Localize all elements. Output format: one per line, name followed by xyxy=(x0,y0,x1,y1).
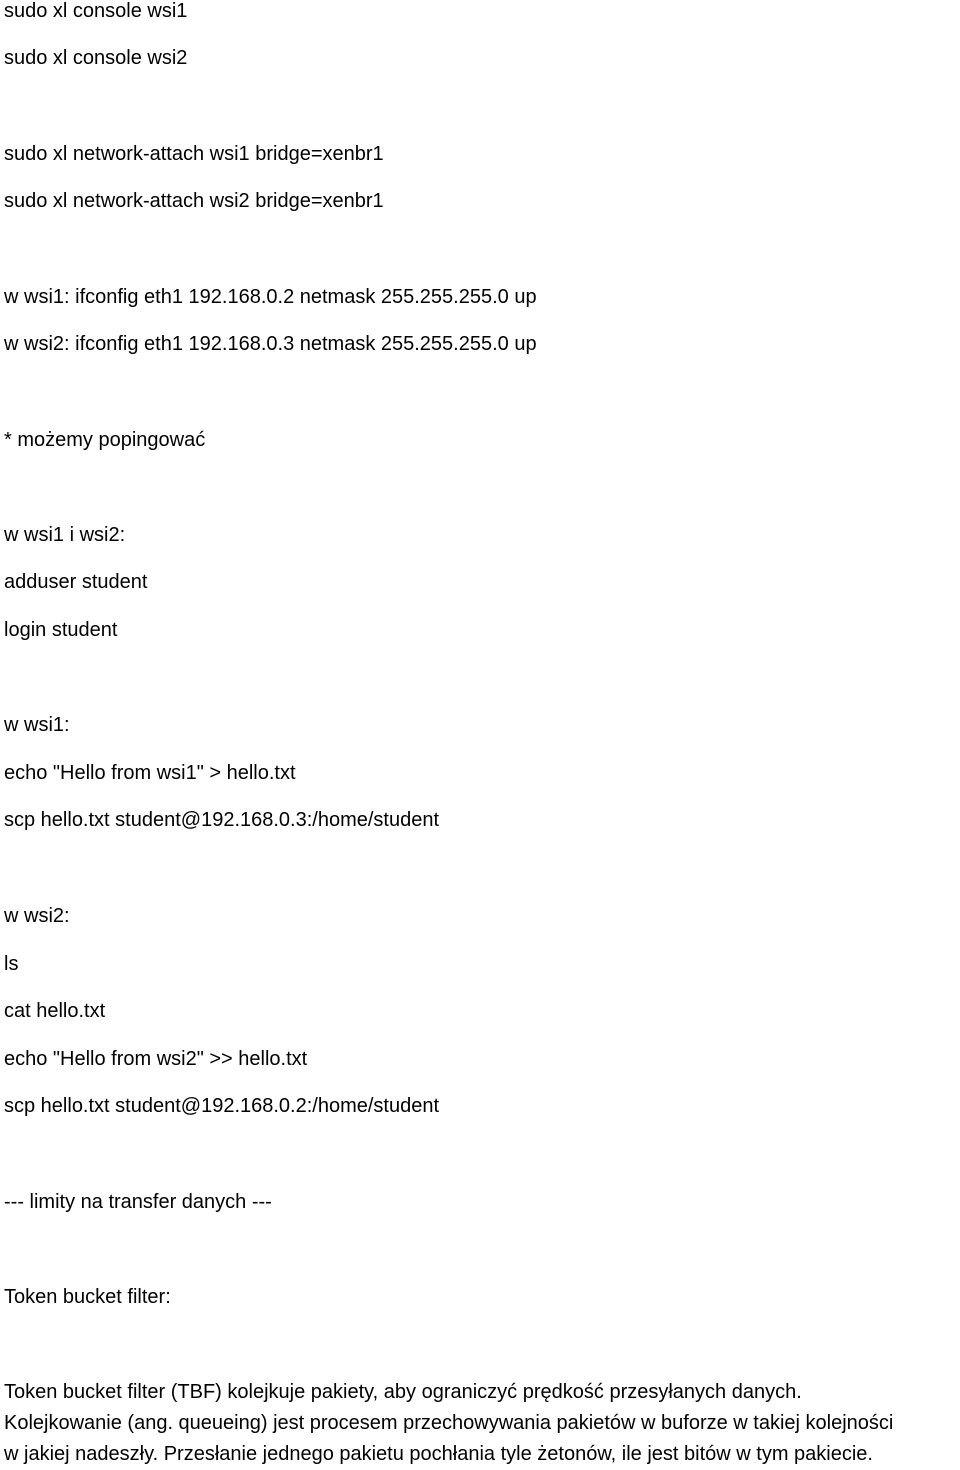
command-cat: cat hello.txt xyxy=(4,1000,106,1022)
label-wsi1-and-wsi2: w wsi1 i wsi2: xyxy=(4,524,126,546)
command-ls: ls xyxy=(4,953,19,975)
command-ifconfig-wsi2: w wsi2: ifconfig eth1 192.168.0.3 netmask 255.255.255.0 up xyxy=(4,333,537,355)
tbf-description-line: w jakiej nadeszły. Przesłanie jednego pakietu pochłania tyle żetonów, ile jest bitów w tym pakiecie. xyxy=(4,1443,873,1465)
label-wsi1: w wsi1: xyxy=(4,714,70,736)
command-ifconfig-wsi1: w wsi1: ifconfig eth1 192.168.0.2 netmask 255.255.255.0 up xyxy=(4,286,537,308)
command-echo-wsi2: echo "Hello from wsi2" >> hello.txt xyxy=(4,1048,308,1070)
tbf-description xyxy=(4,1377,960,1470)
section-heading-limits: --- limity na transfer danych --- xyxy=(4,1191,272,1213)
command-login: login student xyxy=(4,619,118,641)
section-heading-tbf: Token bucket filter: xyxy=(4,1286,171,1308)
command-console-wsi2: sudo xl console wsi2 xyxy=(4,47,188,69)
command-console-wsi1: sudo xl console wsi1 xyxy=(4,0,188,22)
command-network-attach-wsi1: sudo xl network-attach wsi1 bridge=xenbr1 xyxy=(4,143,384,165)
label-wsi2: w wsi2: xyxy=(4,905,70,927)
command-network-attach-wsi2: sudo xl network-attach wsi2 bridge=xenbr1 xyxy=(4,190,384,212)
command-echo-wsi1: echo "Hello from wsi1" > hello.txt xyxy=(4,762,296,784)
tbf-description-line: Token bucket filter (TBF) kolejkuje pakiety, aby ograniczyć prędkość przesyłanych danych. xyxy=(4,1381,802,1403)
command-scp-to-wsi2: scp hello.txt student@192.168.0.3:/home/student xyxy=(4,809,440,831)
note-ping: * możemy popingować xyxy=(4,429,206,451)
tbf-description-line: Kolejkowanie (ang. queueing) jest procesem przechowywania pakietów w buforze w takiej kolejności xyxy=(4,1412,894,1434)
command-adduser: adduser student xyxy=(4,571,148,593)
command-scp-to-wsi1: scp hello.txt student@192.168.0.2:/home/student xyxy=(4,1095,440,1117)
